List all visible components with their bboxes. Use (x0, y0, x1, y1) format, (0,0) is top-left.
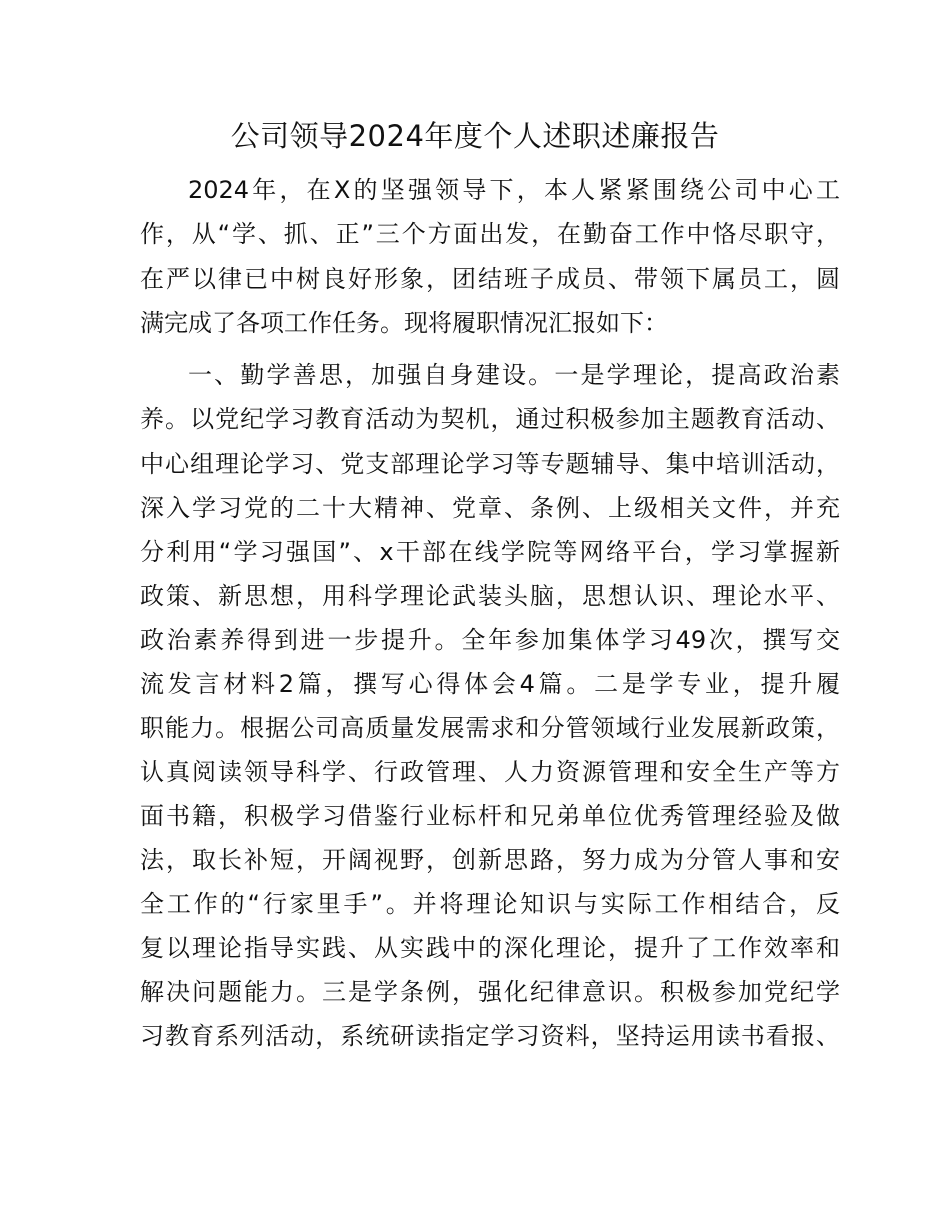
paragraph-line: 全工作的“行家里手”。并将理论知识与实际工作相结合，反 (140, 890, 840, 918)
paragraph-line: 满完成了各项工作任务。现将履职情况汇报如下： (140, 309, 668, 337)
paragraph-line: 一、勤学善思，加强自身建设。一是学理论，提高政治素 (188, 361, 840, 389)
paragraph-line: 作，从“学、抓、正”三个方面出发，在勤奋工作中恪尽职守， (140, 220, 840, 248)
paragraph-line: 2024年，在X的坚强领导下，本人紧紧围绕公司中心工 (188, 176, 840, 204)
document-title: 公司领导2024年度个人述职述廉报告 (230, 119, 720, 153)
paragraph-line: 法，取长补短，开阔视野，创新思路，努力成为分管人事和安 (140, 846, 840, 874)
paragraph-line: 认真阅读领导科学、行政管理、人力资源管理和安全生产等方 (140, 758, 840, 786)
paragraph-line: 中心组理论学习、党支部理论学习等专题辅导、集中培训活动， (140, 450, 840, 478)
paragraph-line: 解决问题能力。三是学条例，强化纪律意识。积极参加党纪学 (140, 978, 840, 1006)
paragraph-line: 职能力。根据公司高质量发展需求和分管领域行业发展新政策， (140, 714, 840, 742)
paragraph-line: 习教育系列活动，系统研读指定学习资料，坚持运用读书看报、 (140, 1022, 840, 1050)
paragraph-line: 养。以党纪学习教育活动为契机，通过积极参加主题教育活动、 (140, 405, 840, 433)
paragraph-line: 在严以律已中树良好形象，团结班子成员、带领下属员工，圆 (140, 265, 840, 293)
paragraph-line: 分利用“学习强国”、x干部在线学院等网络平台，学习掌握新 (140, 538, 840, 566)
paragraph-line: 复以理论指导实践、从实践中的深化理论，提升了工作效率和 (140, 934, 840, 962)
paragraph-line: 政治素养得到进一步提升。全年参加集体学习49次，撰写交 (140, 626, 840, 654)
paragraph-line: 深入学习党的二十大精神、党章、条例、上级相关文件，并充 (140, 494, 840, 522)
paragraph-line: 面书籍，积极学习借鉴行业标杆和兄弟单位优秀管理经验及做 (140, 802, 840, 830)
paragraph-line: 政策、新思想，用科学理论武装头脑，思想认识、理论水平、 (140, 582, 840, 610)
paragraph-line: 流发言材料2篇，撰写心得体会4篇。二是学专业，提升履 (140, 670, 840, 698)
